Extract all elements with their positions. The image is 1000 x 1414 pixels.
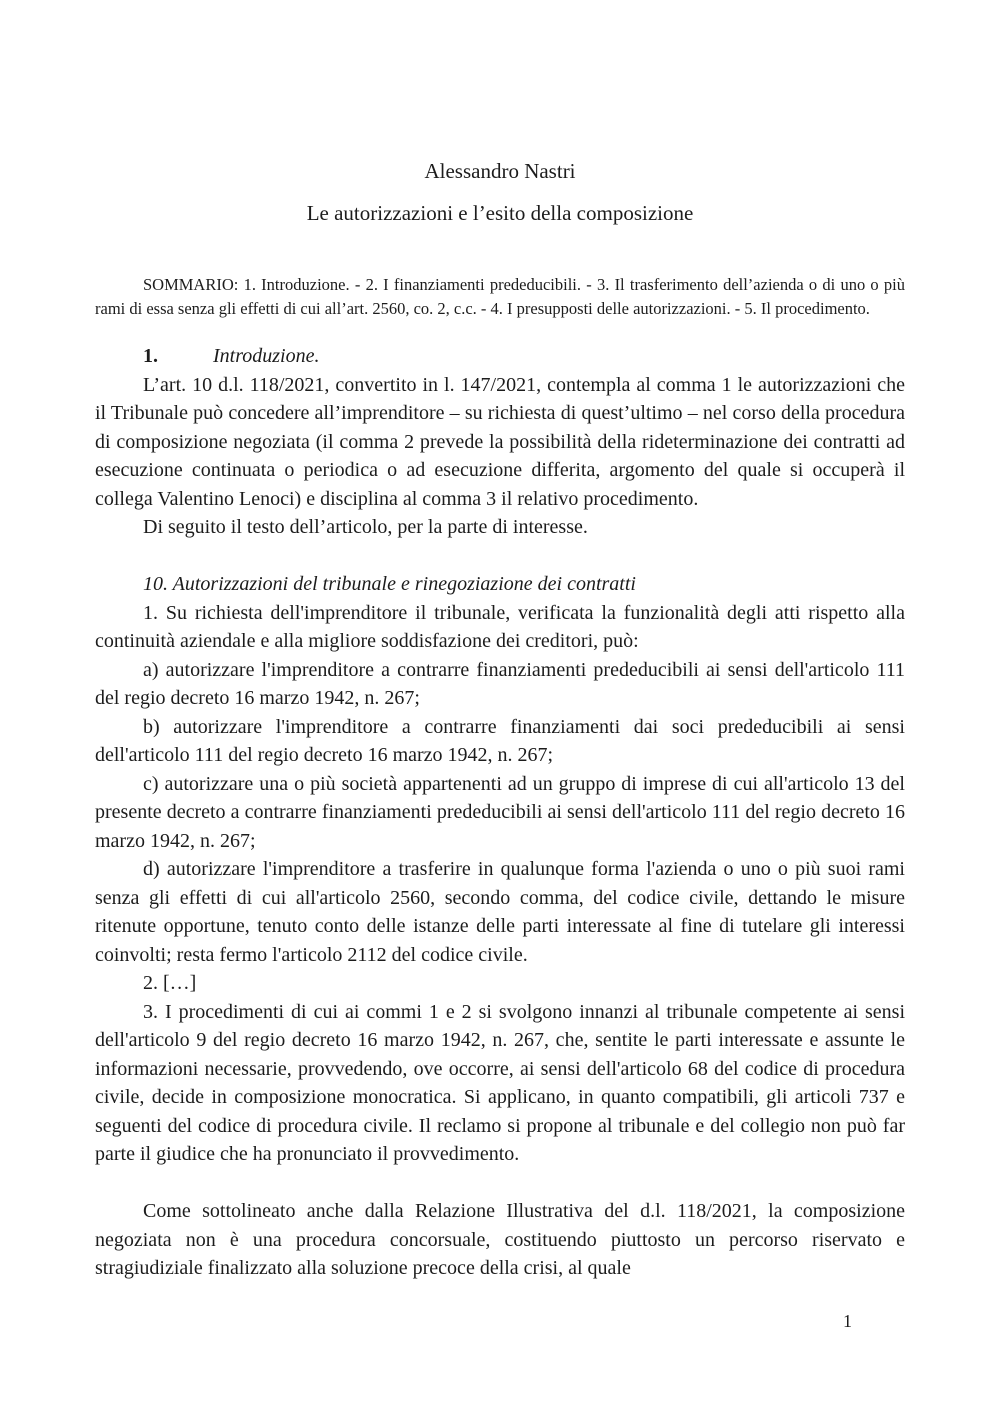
article-10-heading: 10. Autorizzazioni del tribunale e rinegoziazione dei contratti bbox=[143, 573, 636, 595]
article-comma-3: 3. I procedimenti di cui ai commi 1 e 2 si svolgono innanzi al tribunale competente ai sensi dell'articolo 9 del regio decreto 16 marzo 1942, n. 267, che, sentite le parti interessate e assunte le informazioni necessarie, provvedendo, ove occorre, ai sensi dell'articolo 68 del codice di procedura civile, decide in composizione monocratica. Si applicano, in quanto compatibili, gli articoli 737 e seguenti del codice di procedura civile. Il reclamo si propone al tribunale e del collegio non può far parte il giudice che ha pronunciato il provvedimento. bbox=[95, 1000, 905, 1165]
author-name: Alessandro Nastri bbox=[424, 159, 576, 183]
summary-paragraph: SOMMARIO: 1. Introduzione. - 2. I finanziamenti prededucibili. - 3. Il trasferimento dell’azienda o di uno o più rami di essa senza gli effetti di cui all’art. 2560, co. 2, c.c. - 4. I presupposti delle autorizzazioni. - 5. Il procedimento. bbox=[95, 275, 905, 318]
article-letter-b: b) autorizzare l'imprenditore a contrarre finanziamenti dai soci prededucibili ai sensi dell'articolo 111 del regio decreto 16 marzo 1942, n. 267; bbox=[95, 715, 905, 766]
article-letter-a: a) autorizzare l'imprenditore a contrarre finanziamenti prededucibili ai sensi dell'articolo 111 del regio decreto 16 marzo 1942, n. 267; bbox=[95, 658, 905, 709]
document-title: Le autorizzazioni e l’esito della composizione bbox=[306, 201, 694, 225]
section-1-number: 1. bbox=[143, 345, 158, 367]
paragraph-lead-in: Di seguito il testo dell’articolo, per la parte di interesse. bbox=[143, 516, 588, 538]
section-1-heading bbox=[95, 342, 905, 371]
article-letter-c: c) autorizzare una o più società appartenenti ad un gruppo di imprese di cui all'articolo 13 del presente decreto a contrarre finanziamenti prededucibili ai sensi dell'articolo 111 del regio decreto 16 marzo 1942, n. 267; bbox=[95, 772, 905, 852]
paragraph-introduction: L’art. 10 d.l. 118/2021, convertito in l. 147/2021, contempla al comma 1 le autorizzazioni che il Tribunale può concedere all’imprenditore – su richiesta di quest’ultimo – nel corso della procedura di composizione negoziata (il comma 2 prevede la possibilità della rideterminazione dei contratti ad esecuzione continuata o periodica o ad esecuzione differita, argomento del quale si occuperà il collega Valentino Lenoci) e disciplina al comma 3 il relativo procedimento. bbox=[95, 373, 905, 510]
paragraph-closing: Come sottolineato anche dalla Relazione Illustrativa del d.l. 118/2021, la composizione negoziata non è una procedura concorsuale, costituendo piuttosto un percorso riservato e stragiudiziale finalizzato alla soluzione precoce della crisi, al quale bbox=[95, 1200, 905, 1279]
article-letter-d: d) autorizzare l'imprenditore a trasferire in qualunque forma l'azienda o uno o più suoi rami senza gli effetti di cui all'articolo 2560, secondo comma, del codice civile, dettando le misure ritenute opportune, tenuto conto delle istanze delle parti interessate al fine di tutelare gli interessi coinvolti; resta fermo l'articolo 2112 del codice civile. bbox=[95, 858, 905, 966]
section-1-title: Introduzione. bbox=[213, 345, 320, 367]
page-number: 1 bbox=[843, 1311, 852, 1331]
article-comma-2: 2. […] bbox=[143, 972, 197, 994]
article-comma-1: 1. Su richiesta dell'imprenditore il tribunale, verificata la funzionalità degli atti rispetto alla continuità aziendale e alla migliore soddisfazione dei creditori, può: bbox=[95, 601, 905, 652]
